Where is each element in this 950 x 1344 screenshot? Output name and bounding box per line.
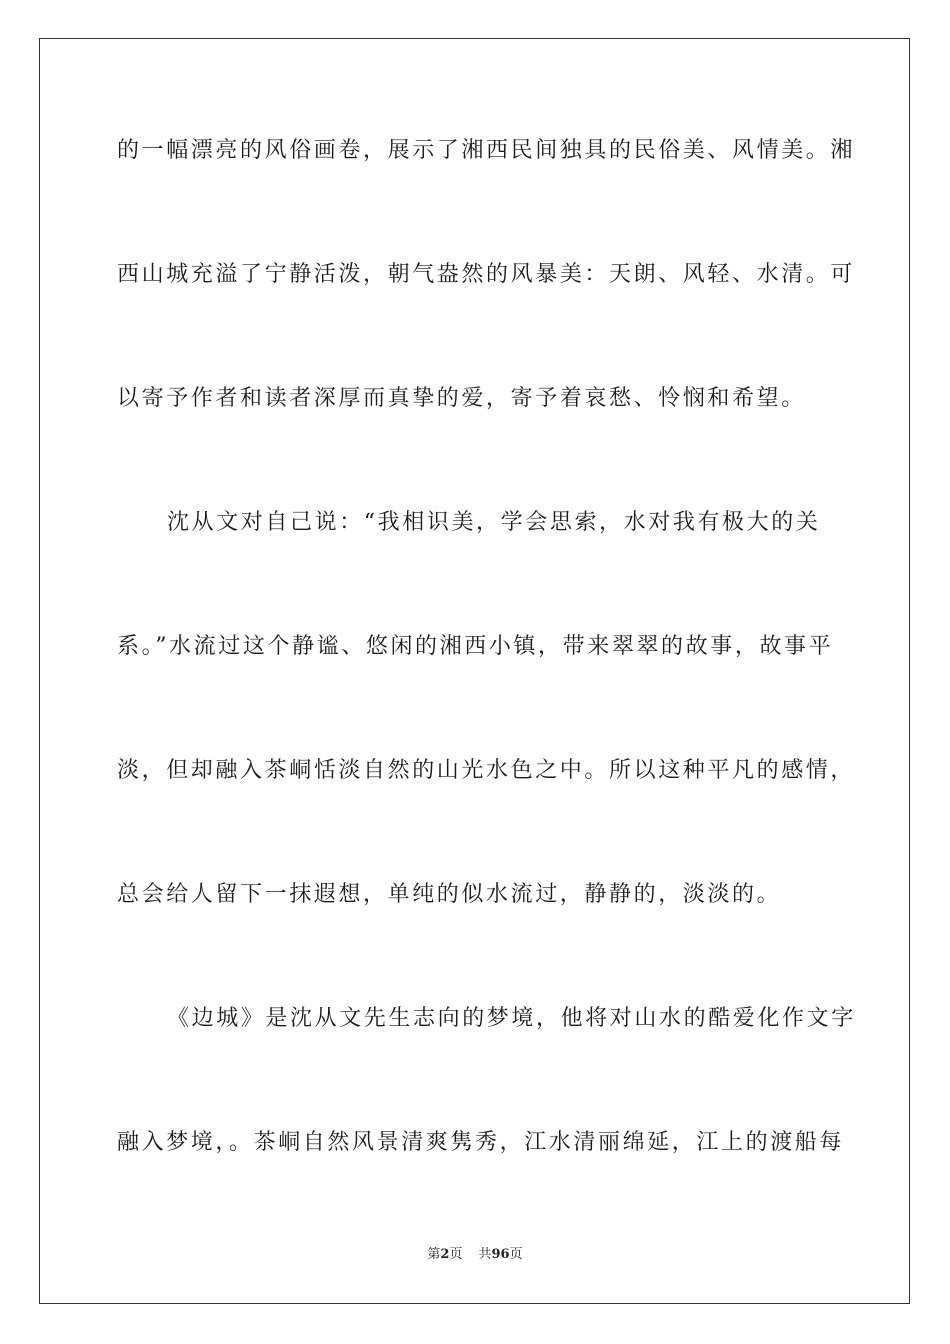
page-border <box>39 38 910 1304</box>
page-prefix: 第 <box>427 1247 441 1262</box>
total-suffix: 页 <box>509 1247 523 1262</box>
body-text-line: 融入梦境，。茶峒自然风景清爽隽秀，江水清丽绵延，江上的渡船每 <box>117 1130 845 1155</box>
body-text-line: 淡，但却融入茶峒恬淡自然的山光水色之中。所以这种平凡的感情， <box>117 758 856 783</box>
body-text-line: 系。”水流过这个静谧、悠闲的湘西小镇，带来翠翠的故事，故事平 <box>117 634 834 659</box>
page-number: 2 <box>440 1247 450 1262</box>
body-text-line: 总会给人留下一抹遐想，单纯的似水流过，静静的，淡淡的。 <box>117 882 782 907</box>
total-prefix: 共 <box>478 1247 492 1262</box>
body-text-line: 的一幅漂亮的风俗画卷，展示了湘西民间独具的民俗美、风情美。湘 <box>117 138 856 163</box>
total-pages: 96 <box>491 1247 510 1262</box>
body-text-line: 西山城充溢了宁静活泼，朝气盎然的风暴美：天朗、风轻、水清。可 <box>117 262 856 287</box>
paragraph-start-line: 沈从文对自己说：“我相识美，学会思索，水对我有极大的关 <box>167 510 821 535</box>
paragraph-start-line: 《边城》是沈从文先生志向的梦境，他将对山水的酷爱化作文字 <box>167 1006 856 1031</box>
page-suffix: 页 <box>449 1247 463 1262</box>
page-footer <box>0 1246 950 1264</box>
body-text-line: 以寄予作者和读者深厚而真挚的爱，寄予着哀愁、怜悯和希望。 <box>117 386 806 411</box>
